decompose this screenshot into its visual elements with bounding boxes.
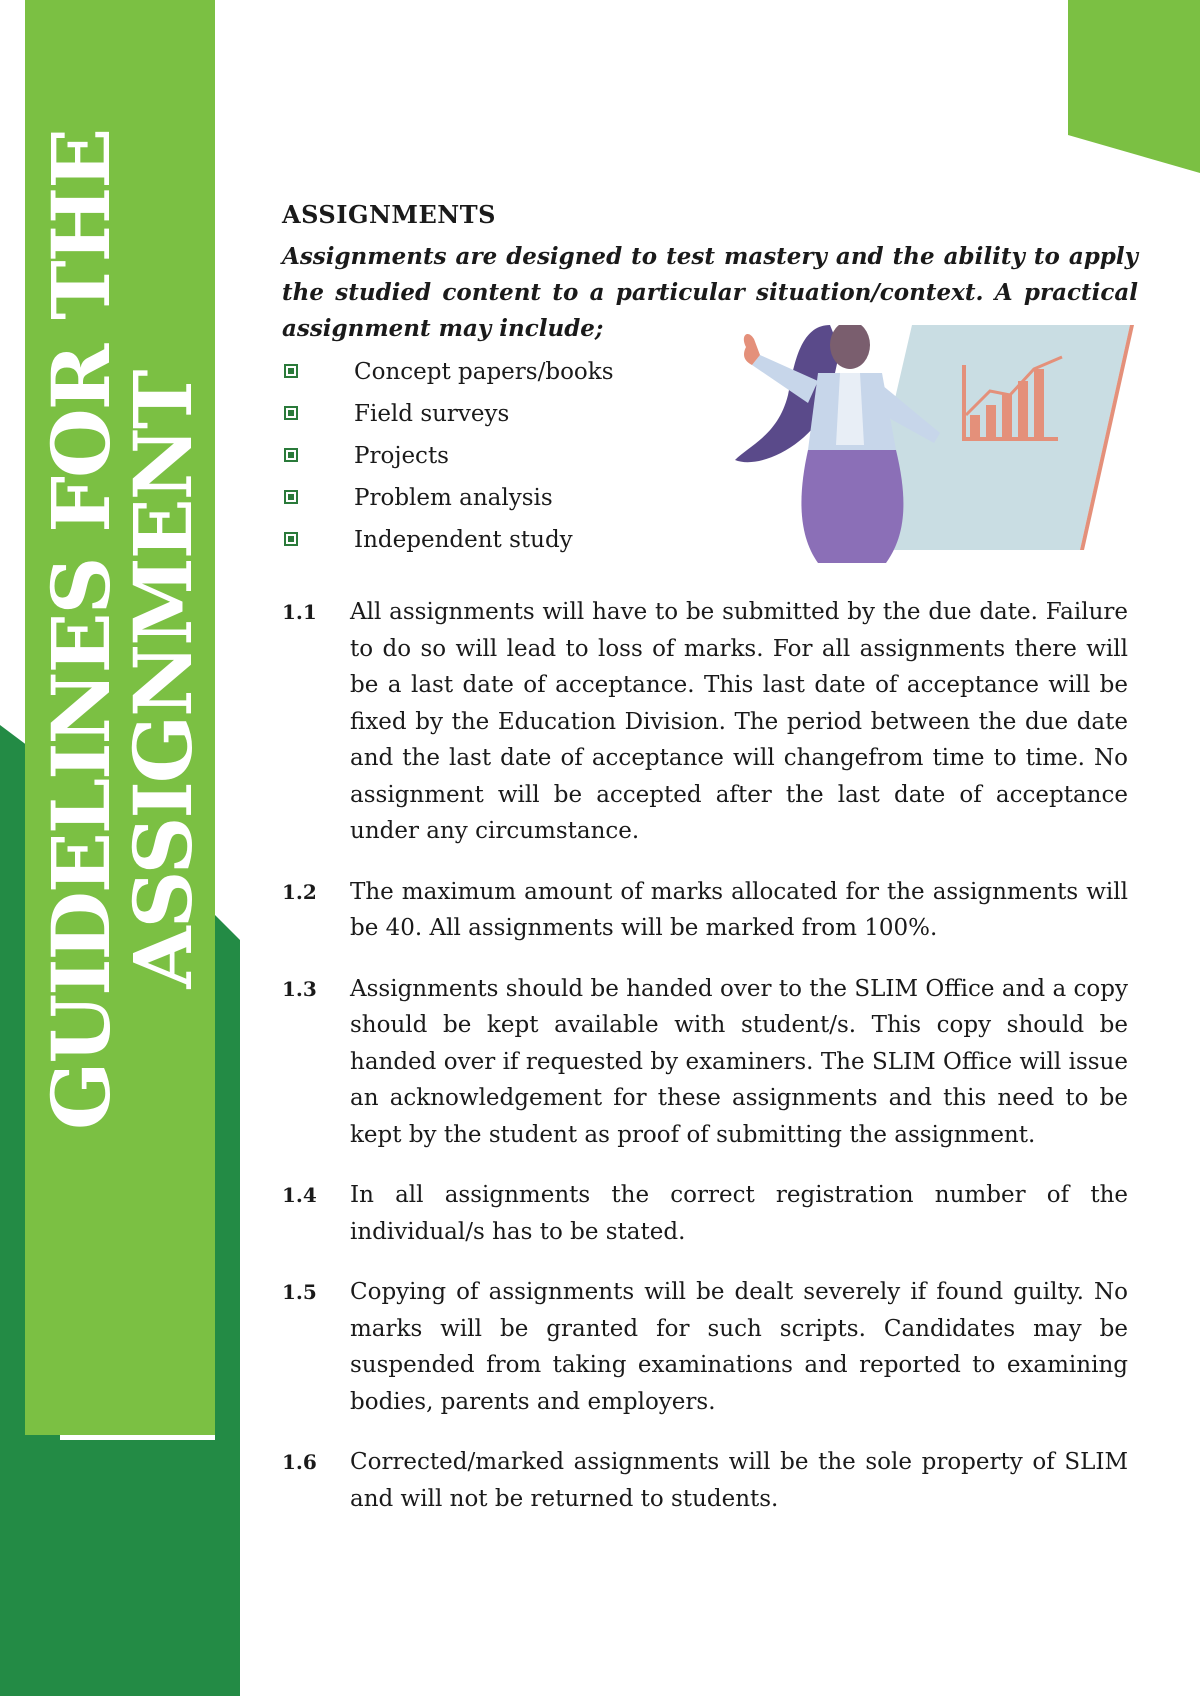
square-bullet-icon [284, 406, 298, 420]
list-item: Concept papers/books [282, 351, 1138, 393]
light-green-corner [1068, 0, 1200, 173]
square-bullet-icon [284, 364, 298, 378]
list-item: Projects [282, 435, 1138, 477]
guideline-number: 1.1 [282, 600, 317, 624]
guidelines-list [282, 594, 1128, 1541]
presenter-illustration [690, 325, 1140, 585]
list-item: Problem analysis [282, 477, 1138, 519]
sidebar-title-line-2: ASSIGNMENT [116, 371, 210, 989]
guideline-item [282, 971, 1128, 1154]
square-bullet-icon [284, 448, 298, 462]
figure-shirt [836, 373, 864, 445]
guideline-text: Corrected/marked assignments will be the sole property of SLIM and will not be returned to students. [350, 1449, 1128, 1512]
guideline-item [282, 594, 1128, 850]
guideline-number: 1.5 [282, 1280, 317, 1304]
figure-skirt [801, 450, 903, 563]
guideline-number: 1.3 [282, 976, 317, 1001]
dark-green-sidebar-bottom [0, 1440, 215, 1696]
sidebar-title-line-1: GUIDELINES FOR THE [34, 129, 128, 1130]
section-intro: Assignments are designed to test mastery and the ability to apply the studied content to a particular situation/context. A practical assignment may include; [282, 243, 1138, 342]
section-heading: ASSIGNMENTS [282, 200, 496, 229]
guideline-text: Assignments should be handed over to the SLIM Office and a copy should be kept available with student/s. This copy should be handed over if requested by examiners. The SLIM Office will issue an acknowledgement for these assignments and this need to be kept by the student as proof of submitting the assignment. [350, 975, 1128, 1148]
guideline-number: 1.4 [282, 1183, 317, 1207]
guideline-item [282, 1444, 1128, 1517]
guideline-number: 1.6 [282, 1450, 317, 1474]
guideline-number: 1.2 [282, 879, 317, 904]
list-item: Field surveys [282, 393, 1138, 435]
list-item: Independent study [282, 519, 1138, 561]
guideline-item [282, 1177, 1128, 1250]
guideline-text: All assignments will have to be submitted by the due date. Failure to do so will lead to loss of marks. For all assignments there will be a last date of acceptance. This last date of acceptance will be fixed by the Education Division. The period between the due date and the last date of acceptance will changefrom time to time. No assignment will be accepted after the last date of acceptance under any circumstance. [350, 599, 1128, 844]
square-bullet-icon [284, 490, 298, 504]
guideline-item [282, 874, 1128, 947]
square-bullet-icon [284, 532, 298, 546]
guideline-text: The maximum amount of marks allocated for the assignments will be 40. All assignments will be marked from 100%. [350, 878, 1128, 941]
sidebar-title [34, 129, 230, 1130]
guideline-text: In all assignments the correct registration number of the individual/s has to be stated. [350, 1182, 1128, 1245]
guideline-item [282, 1274, 1128, 1420]
guideline-text: Copying of assignments will be dealt severely if found guilty. No marks will be granted for such scripts. Candidates may be suspended from taking examinations and reported to examining bodies, parents and employers. [350, 1279, 1128, 1415]
